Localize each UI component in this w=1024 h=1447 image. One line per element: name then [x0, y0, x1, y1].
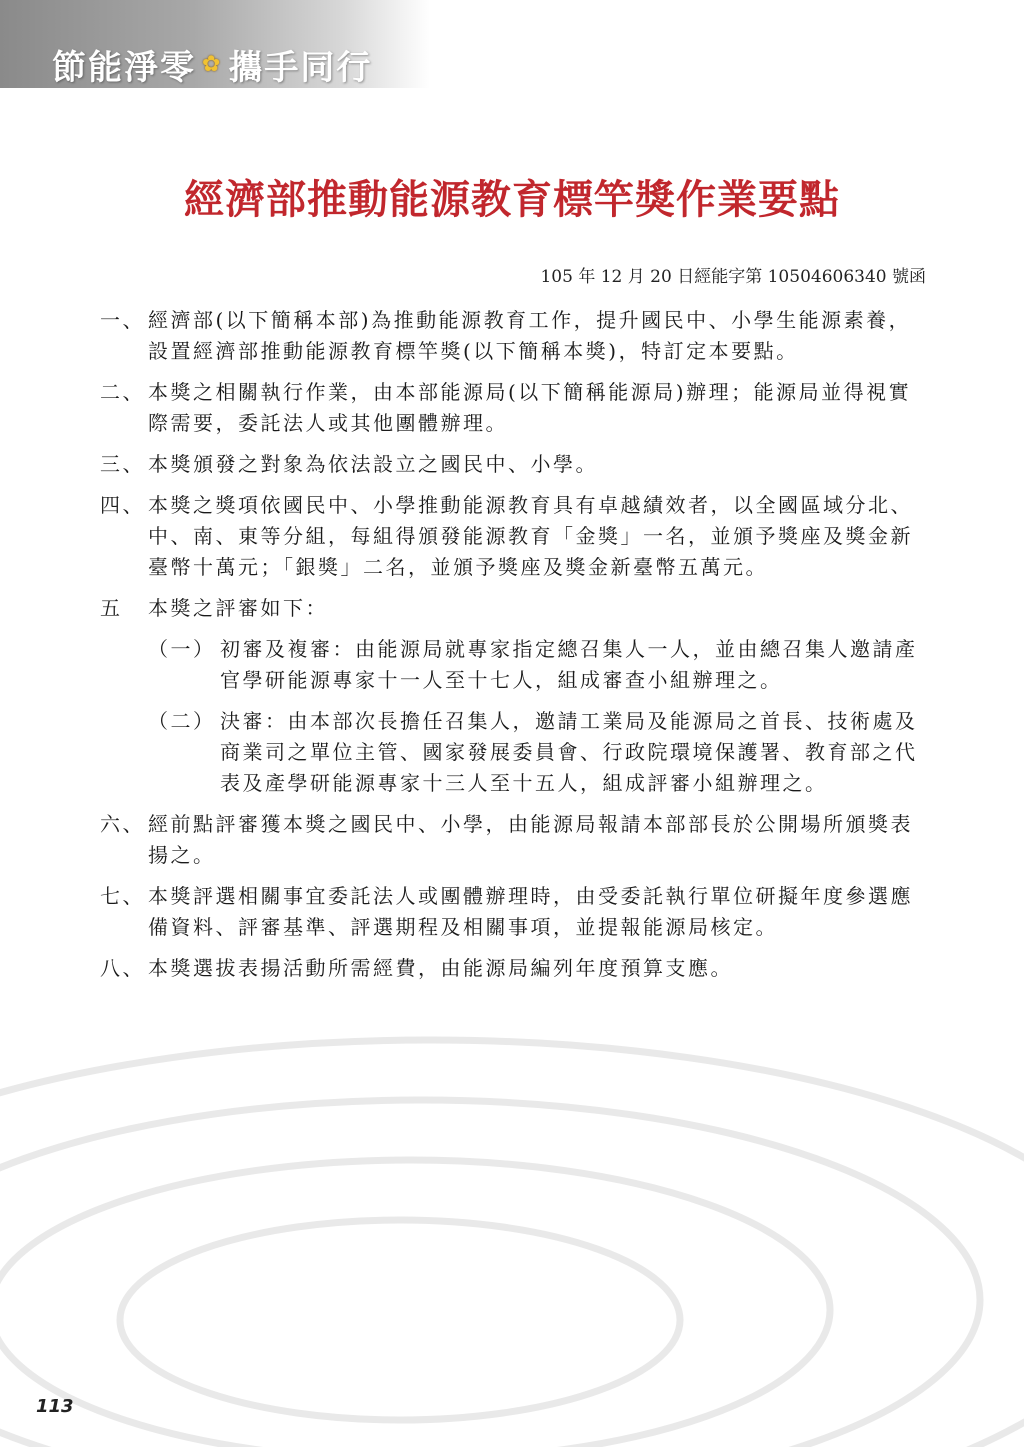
item-text: 本獎之相關執行作業，由本部能源局(以下簡稱能源局)辦理；能源局並得視實際需要，委託法人或其他團體辦理。	[148, 380, 912, 435]
item-number: 一、	[100, 308, 145, 332]
sub-list	[148, 634, 930, 799]
document-title: 經濟部推動能源教育標竿獎作業要點	[184, 177, 840, 223]
item-number: 四、	[100, 493, 145, 517]
brand-left-text: 節能淨零	[52, 48, 196, 88]
brand-right-text: 攜手同行	[228, 48, 373, 88]
item-text: 本獎頒發之對象為依法設立之國民中、小學。	[148, 452, 598, 476]
sub-item-number: （一）	[148, 637, 216, 661]
brand-logo	[52, 40, 372, 89]
item-number: 八、	[100, 956, 145, 980]
item-text: 本獎評選相關事宜委託法人或團體辦理時，由受委託執行單位研擬年度參選應備資料、評審基準、評選期程及相關事項，並提報能源局核定。	[148, 884, 913, 939]
list-item	[100, 881, 930, 943]
page-number: 113	[36, 1396, 74, 1417]
document-body	[100, 305, 930, 994]
item-text: 經前點評審獲本獎之國民中、小學，由能源局報請本部部長於公開場所頒獎表揚之。	[148, 812, 913, 867]
item-number: 五	[100, 596, 123, 620]
item-number: 六、	[100, 812, 145, 836]
list-item	[100, 593, 930, 624]
item-text: 經濟部(以下簡稱本部)為推動能源教育工作，提升國民中、小學生能源素養，設置經濟部推動能源教育標竿獎(以下簡稱本獎)，特訂定本要點。	[148, 308, 912, 363]
item-number: 七、	[100, 884, 145, 908]
list-item	[100, 490, 930, 583]
list-item	[100, 953, 930, 984]
sub-list-item	[148, 706, 930, 799]
item-text: 本獎之評審如下：	[148, 596, 328, 620]
item-text: 本獎選拔表揚活動所需經費，由能源局編列年度預算支應。	[148, 956, 733, 980]
sub-item-text: 決審：由本部次長擔任召集人，邀請工業局及能源局之首長、技術處及商業司之單位主管、國家發展委員會、行政院環境保護署、教育部之代表及產學研能源專家十三人至十五人，組成評審小組辦理之。	[220, 709, 918, 795]
sub-item-number: （二）	[148, 709, 216, 733]
item-number: 二、	[100, 380, 145, 404]
sub-list-item	[148, 634, 930, 696]
item-number: 三、	[100, 452, 145, 476]
list-item	[100, 305, 930, 367]
list-item	[100, 809, 930, 871]
flower-icon: ✿	[202, 52, 223, 77]
item-text: 本獎之獎項依國民中、小學推動能源教育具有卓越績效者，以全國區域分北、中、南、東等分組，每組得頒發能源教育「金獎」一名，並頒予獎座及獎金新臺幣十萬元；「銀獎」二名，並頒予獎座及獎金新臺幣五萬元。	[148, 493, 913, 579]
list-item	[100, 449, 930, 480]
reference-line: 105 年 12 月 20 日經能字第 10504606340 號函	[540, 267, 926, 287]
list-item	[100, 377, 930, 439]
sub-item-text: 初審及複審：由能源局就專家指定總召集人一人，並由總召集人邀請產官學研能源專家十一人至十七人，組成審查小組辦理之。	[220, 637, 918, 692]
